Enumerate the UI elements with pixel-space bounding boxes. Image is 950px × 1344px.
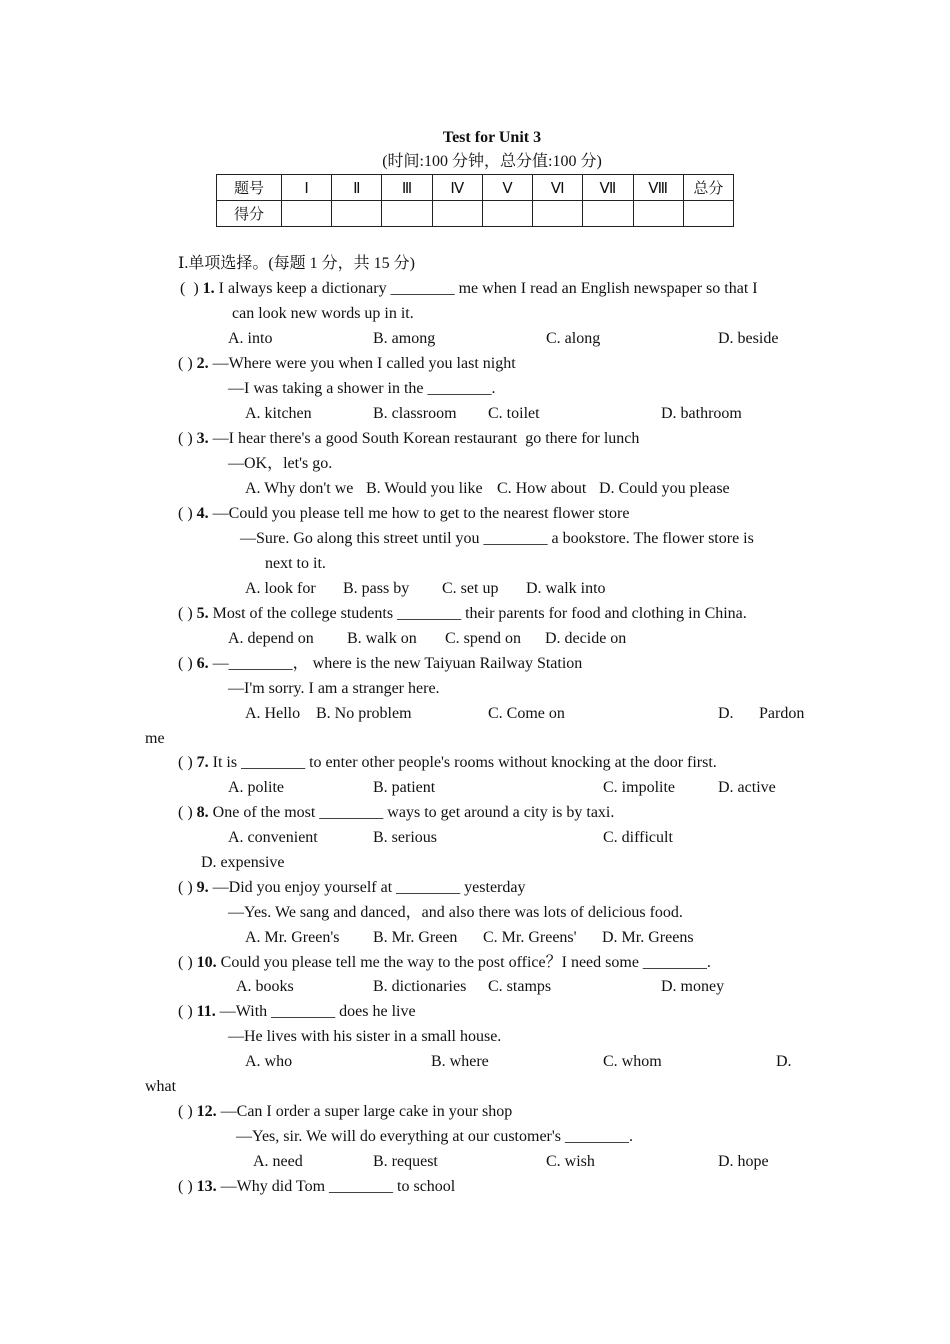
score-input-cell[interactable] xyxy=(482,201,532,227)
score-input-cell[interactable] xyxy=(633,201,683,227)
option: D. expensive xyxy=(201,854,285,871)
question-1: ( ) 1. I always keep a dictionary ________ me when I read an English newspaper so that I xyxy=(180,280,758,297)
option: B. where xyxy=(431,1053,489,1070)
page-title: Test for Unit 3 xyxy=(442,129,542,146)
answer-bracket[interactable]: ( ) xyxy=(178,954,193,971)
answer-bracket[interactable]: ( ) xyxy=(178,355,193,372)
option: B. Mr. Green xyxy=(373,929,458,946)
score-input-cell[interactable] xyxy=(282,201,332,227)
option: A. Why don't we xyxy=(245,480,354,497)
option: C. impolite xyxy=(603,779,675,796)
score-input-cell[interactable] xyxy=(683,201,733,227)
option: B. among xyxy=(373,330,436,347)
page-subtitle: (时间:100 分钟，总分值:100 分) xyxy=(382,153,602,170)
question-7: ( ) 7. It is ________ to enter other people's rooms without knocking at the door first. xyxy=(178,754,717,771)
section-heading: Ⅰ.单项选择。(每题 1 分，共 15 分) xyxy=(178,255,415,272)
option: C. wish xyxy=(546,1153,595,1170)
score-cell: 题号 xyxy=(217,175,282,201)
question-10: ( ) 10. Could you please tell me the way to the post office？I need some ________. xyxy=(178,954,711,971)
question-1-line2: can look new words up in it. xyxy=(232,305,414,322)
option: B. Would you like xyxy=(366,480,483,497)
score-input-cell[interactable] xyxy=(583,201,633,227)
option: C. along xyxy=(546,330,601,347)
option: A. who xyxy=(245,1053,293,1070)
option: A. into xyxy=(228,330,273,347)
option: A. polite xyxy=(228,779,284,796)
score-table-header-row xyxy=(217,175,734,201)
answer-bracket[interactable]: ( ) xyxy=(178,879,193,896)
question-9-line2: —Yes. We sang and danced，and also there was lots of delicious food. xyxy=(228,904,683,921)
option: C. stamps xyxy=(488,978,552,995)
option: B. serious xyxy=(373,829,437,846)
answer-bracket[interactable]: ( ) xyxy=(178,655,193,672)
score-cell: Ⅴ xyxy=(482,175,532,201)
score-cell: Ⅶ xyxy=(583,175,633,201)
option: B. patient xyxy=(373,779,436,796)
option: D. xyxy=(718,705,734,722)
question-6-line2: —I'm sorry. I am a stranger here. xyxy=(228,680,440,697)
option-wrap: what xyxy=(145,1078,177,1095)
question-3: ( ) 3. —I hear there's a good South Korean restaurant go there for lunch xyxy=(178,430,640,447)
option: A. convenient xyxy=(228,829,318,846)
option: D. Mr. Greens xyxy=(602,929,694,946)
option: A. need xyxy=(253,1153,303,1170)
option: D. money xyxy=(661,978,725,995)
option: B. pass by xyxy=(343,580,410,597)
option: B. No problem xyxy=(316,705,412,722)
option: A. books xyxy=(236,978,294,995)
option: B. walk on xyxy=(347,630,417,647)
answer-bracket[interactable]: ( ) xyxy=(178,505,193,522)
question-11: ( ) 11. —With ________ does he live xyxy=(178,1003,416,1020)
question-12: ( ) 12. —Can I order a super large cake in your shop xyxy=(178,1103,513,1120)
question-9: ( ) 9. —Did you enjoy yourself at ________ yesterday xyxy=(178,879,526,896)
question-2: ( ) 2. —Where were you when I called you last night xyxy=(178,355,516,372)
score-input-cell[interactable] xyxy=(533,201,583,227)
question-4: ( ) 4. —Could you please tell me how to get to the nearest flower store xyxy=(178,505,630,522)
answer-bracket[interactable]: ( ) xyxy=(178,1003,193,1020)
question-3-line2: —OK，let's go. xyxy=(228,455,333,472)
answer-bracket[interactable]: ( ) xyxy=(178,804,193,821)
answer-bracket[interactable]: ( ) xyxy=(178,1103,193,1120)
option: D. beside xyxy=(718,330,779,347)
answer-bracket[interactable]: ( ) xyxy=(180,280,199,297)
score-cell: Ⅷ xyxy=(633,175,683,201)
question-12-line2: —Yes, sir. We will do everything at our customer's ________. xyxy=(236,1128,633,1145)
score-cell: Ⅲ xyxy=(382,175,432,201)
option: D. decide on xyxy=(545,630,627,647)
answer-bracket[interactable]: ( ) xyxy=(178,430,193,447)
option: A. Mr. Green's xyxy=(245,929,340,946)
question-5: ( ) 5. Most of the college students ________ their parents for food and clothing in China. xyxy=(178,605,747,622)
option: B. classroom xyxy=(373,405,457,422)
option-continued: Pardon xyxy=(759,705,805,722)
question-6: ( ) 6. —________， where is the new Taiyuan Railway Station xyxy=(178,655,583,672)
score-cell: Ⅰ xyxy=(282,175,332,201)
score-input-cell[interactable] xyxy=(332,201,382,227)
question-13: ( ) 13. —Why did Tom ________ to school xyxy=(178,1178,456,1195)
score-table xyxy=(216,174,734,227)
answer-bracket[interactable]: ( ) xyxy=(178,754,193,771)
option: C. set up xyxy=(442,580,499,597)
score-input-cell[interactable] xyxy=(432,201,482,227)
option: C. spend on xyxy=(445,630,521,647)
score-cell: Ⅱ xyxy=(332,175,382,201)
option: D. hope xyxy=(718,1153,769,1170)
answer-bracket[interactable]: ( ) xyxy=(178,605,193,622)
score-cell: 总分 xyxy=(683,175,733,201)
option-wrap: me xyxy=(145,730,165,747)
option: B. request xyxy=(373,1153,438,1170)
option: C. Come on xyxy=(488,705,565,722)
question-8: ( ) 8. One of the most ________ ways to get around a city is by taxi. xyxy=(178,804,615,821)
option: B. dictionaries xyxy=(373,978,467,995)
option: A. look for xyxy=(245,580,316,597)
option: D. active xyxy=(718,779,776,796)
score-cell: Ⅳ xyxy=(432,175,482,201)
score-table-score-row xyxy=(217,201,734,227)
answer-bracket[interactable]: ( ) xyxy=(178,1178,193,1195)
option: C. Mr. Greens' xyxy=(483,929,577,946)
option: D. Could you please xyxy=(599,480,730,497)
question-2-line2: —I was taking a shower in the ________. xyxy=(228,380,496,397)
option: A. Hello xyxy=(245,705,301,722)
option: C. difficult xyxy=(603,829,673,846)
option: C. toilet xyxy=(488,405,540,422)
option: D. bathroom xyxy=(661,405,742,422)
score-input-cell[interactable] xyxy=(382,201,432,227)
score-cell: Ⅵ xyxy=(533,175,583,201)
option: C. How about xyxy=(497,480,587,497)
question-4-line2: —Sure. Go along this street until you ________ a bookstore. The flower store is xyxy=(240,530,754,547)
option: C. whom xyxy=(603,1053,662,1070)
option: A. kitchen xyxy=(245,405,312,422)
option: D. walk into xyxy=(526,580,606,597)
question-11-line2: —He lives with his sister in a small house. xyxy=(228,1028,502,1045)
score-row-label: 得分 xyxy=(217,201,282,227)
option: D. xyxy=(776,1053,792,1070)
option: A. depend on xyxy=(228,630,314,647)
question-4-line3: next to it. xyxy=(265,555,326,572)
